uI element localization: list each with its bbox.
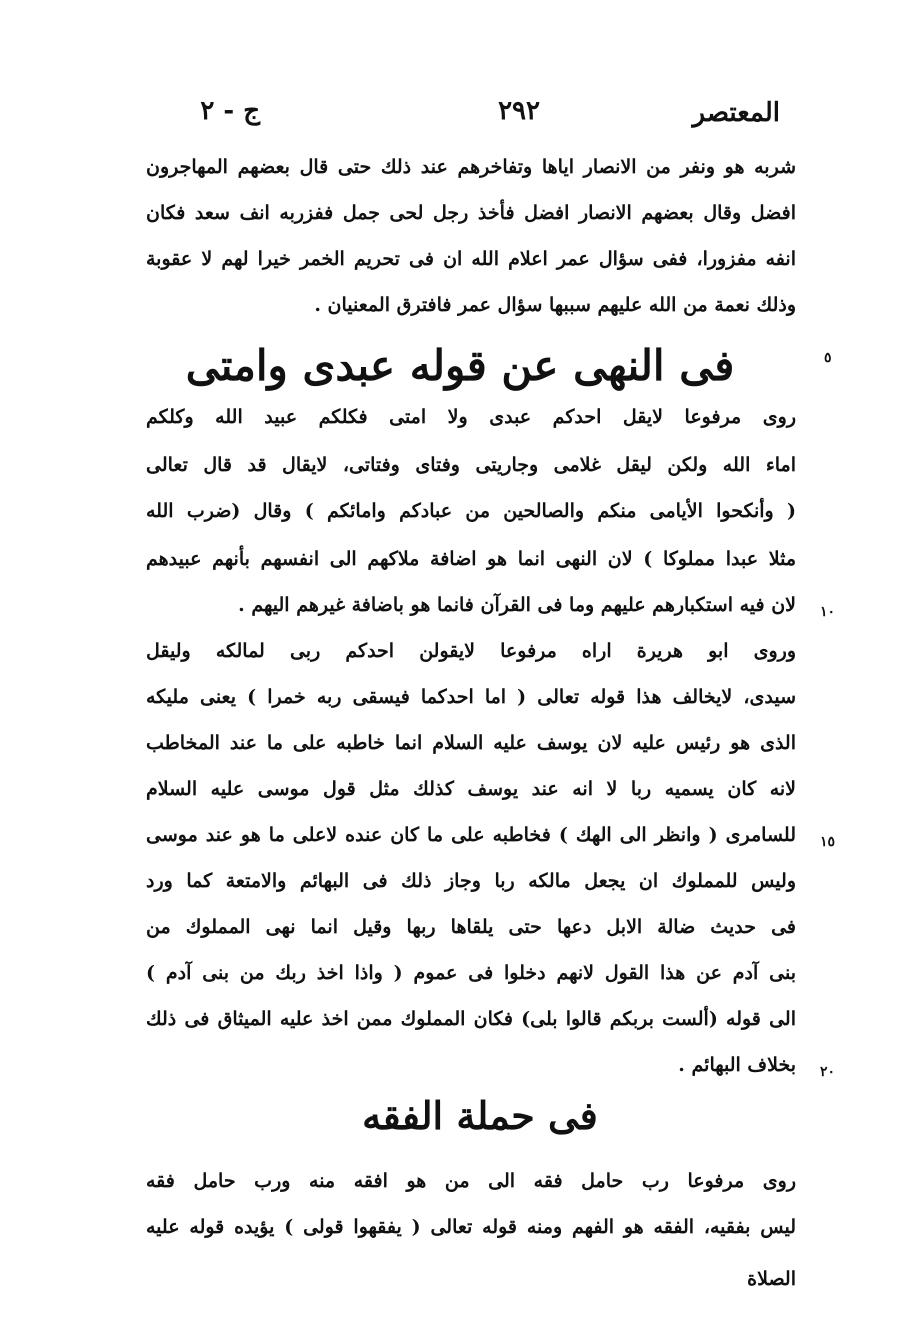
text-line: لان فيه استكبارهم عليهم وما فى القرآن فانما هو باضافة غيرهم اليهم . — [238, 594, 796, 616]
margin-number-15: ١٥ — [820, 834, 836, 850]
text-line: مثلا عبدا مملوكا ) لان النهى انما هو اضافة ملاكهم الى انفسهم بأنهم عبيدهم — [146, 548, 796, 570]
margin-number-5: ٥ — [824, 350, 832, 366]
margin-number-20: ٢٠ — [820, 1064, 836, 1080]
section-heading: فى النهى عن قوله عبدى وامتى — [185, 341, 735, 390]
running-header — [160, 96, 780, 136]
text-line: للسامرى ( وانظر الى الهك ) فخاطبه على ما كان عنده لاعلى ما هو عند موسى — [146, 824, 796, 846]
text-line: بخلاف البهائم . — [678, 1054, 796, 1076]
text-line: افضل وقال بعضهم الانصار افضل فأخذ رجل لحى جمل ففزربه انف سعد فكان — [146, 202, 796, 224]
section-heading: فى حملة الفقه — [362, 1093, 598, 1138]
text-line: وذلك نعمة من الله عليهم سببها سؤال عمر فافترق المعنيان . — [314, 294, 796, 316]
margin-number-10: ١٠ — [820, 604, 836, 620]
text-line: روى مرفوعا لايقل احدكم عبدى ولا امتى فكلكم عبيد الله وكلكم — [146, 406, 796, 428]
text-line: فى حديث ضالة الابل دعها حتى يلقاها ربها وقيل انما نهى المملوك من — [146, 916, 796, 938]
text-line: لانه كان يسميه ربا لا انه عند يوسف كذلك مثل قول موسى عليه السلام — [146, 778, 796, 800]
text-line: ( وأنكحوا الأيامى منكم والصالحين من عبادكم وامائكم ) وقال (ضرب الله — [146, 500, 796, 522]
text-line: سيدى، لايخالف هذا قوله تعالى ( اما احدكما فيسقى ربه خمرا ) يعنى مليكه — [146, 686, 796, 708]
text-line: الذى هو رئيس عليه لان يوسف عليه السلام انما خاطبه على ما عند المخاطب — [146, 732, 796, 754]
page-number: ٢٩٢ — [498, 96, 540, 126]
text-line: وليس للمملوك ان يجعل مالكه ربا وجاز ذلك فى البهائم والامتعة كما ورد — [146, 870, 796, 892]
text-line: اماء الله ولكن ليقل غلامى وجاريتى وفتاى وفتاتى، لايقال قد قال تعالى — [146, 454, 796, 476]
text-line: وروى ابو هريرة اراه مرفوعا لايقولن احدكم ربى لمالكه وليقل — [146, 640, 796, 662]
text-line: الصلاة — [747, 1268, 796, 1290]
text-line: روى مرفوعا رب حامل فقه الى من هو افقه منه ورب حامل فقه — [146, 1170, 796, 1192]
text-line: الى قوله (ألست بربكم قالوا بلى) فكان المملوك ممن اخذ عليه الميثاق فى ذلك — [146, 1008, 796, 1030]
text-line: شربه هو ونفر من الانصار اياها وتفاخرهم عند ذلك حتى قال بعضهم المهاجرون — [146, 156, 796, 178]
text-line: ليس بفقيه، الفقه هو الفهم ومنه قوله تعالى ( يفقهوا قولى ) يؤيده قوله عليه — [146, 1216, 796, 1238]
volume-label: ج - ٢ — [200, 96, 260, 126]
text-line: بنى آدم عن هذا القول لانهم دخلوا فى عموم ( واذا اخذ ربك من بنى آدم ) — [146, 962, 796, 984]
text-line: انفه مفزورا، ففى سؤال عمر اعلام الله ان فى تحريم الخمر خيرا لهم لا عقوبة — [146, 248, 796, 270]
book-title: المعتصر — [692, 98, 780, 128]
